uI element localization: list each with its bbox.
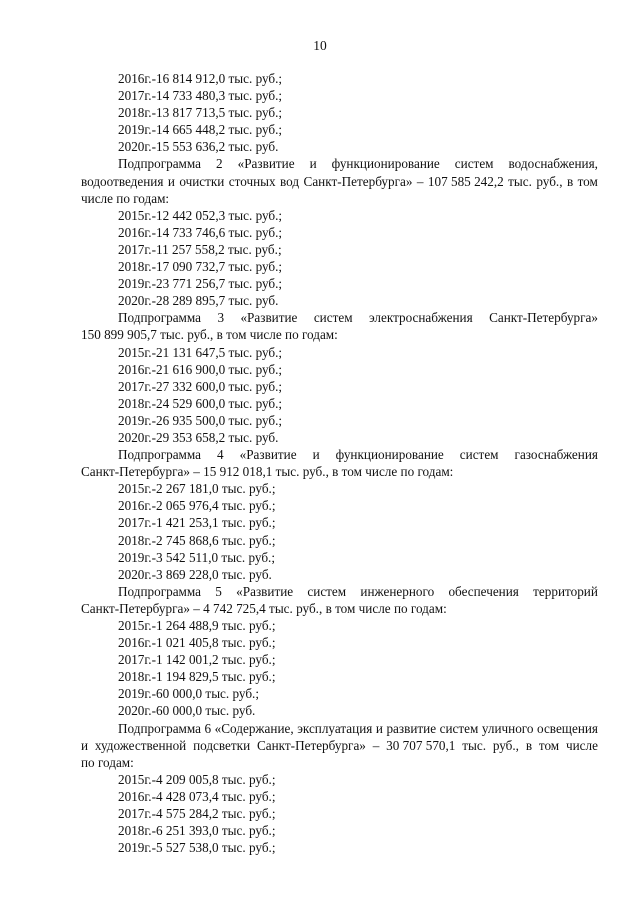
year-line: 2017г.-11 257 558,2 тыс. руб.; — [118, 241, 282, 257]
word: и — [167, 173, 175, 189]
word: территорий — [533, 583, 598, 599]
word: «Развитие — [236, 583, 294, 599]
paragraph-line: Санкт-Петербурга» – 4 742 725,4 тыс. руб., в том числе по годам: — [81, 600, 447, 616]
word: газоснабжения — [514, 447, 598, 463]
word: 3 — [217, 310, 225, 326]
word: систем — [313, 310, 353, 326]
year-line: 2019г.-60 000,0 тыс. руб.; — [118, 686, 260, 702]
word: подсветки — [193, 737, 251, 753]
word: Подпрограмма — [118, 447, 202, 463]
year-line: 2015г.-4 209 005,8 тыс. руб.; — [118, 771, 276, 787]
year-line: 2015г.-1 264 488,9 тыс. руб.; — [118, 618, 276, 633]
paragraph-line: числе по годам: — [81, 190, 170, 206]
word: и — [309, 156, 317, 172]
year-line: 2016г.-1 021 405,8 тыс. руб.; — [118, 635, 276, 651]
word: освещения — [537, 720, 598, 736]
word: руб., — [492, 737, 519, 753]
year-line: 2018г.-13 817 713,5 тыс. руб.; — [118, 105, 283, 121]
paragraph-line — [81, 173, 598, 190]
year-line: 2015г.-2 267 181,0 тыс. руб.; — [118, 481, 276, 497]
word: и — [375, 720, 383, 736]
paragraph-line: по годам: — [81, 754, 134, 770]
word: систем — [454, 156, 494, 172]
word: том — [538, 737, 560, 753]
year-line: 2016г.-2 065 976,4 тыс. руб.; — [118, 498, 276, 514]
subprogram-6 — [81, 720, 598, 857]
word: 6 — [204, 720, 212, 736]
document-body — [81, 70, 598, 856]
subprogram-4 — [81, 446, 598, 583]
year-line: 2018г.-17 090 732,7 тыс. руб.; — [118, 259, 283, 275]
paragraph-line: Санкт-Петербурга» – 15 912 018,1 тыс. руб., в том числе по годам: — [81, 464, 454, 480]
word: «Развитие — [239, 447, 297, 463]
word: – — [416, 173, 424, 189]
word: вод — [280, 173, 300, 189]
word: функционирование — [331, 156, 440, 172]
year-line: 2019г.-5 527 538,0 тыс. руб.; — [118, 840, 276, 856]
word: 5 — [215, 583, 222, 599]
word: художественной — [94, 737, 187, 753]
year-line: 2020г.-15 553 636,2 тыс. руб. — [118, 139, 279, 155]
word: «Развитие — [237, 156, 295, 172]
word: и — [312, 447, 320, 463]
year-line: 2017г.-14 733 480,3 тыс. руб.; — [118, 88, 283, 104]
paragraph-line — [81, 720, 598, 737]
word: – — [372, 737, 380, 753]
word: систем — [439, 720, 479, 736]
word: Санкт-Петербурга» — [489, 310, 598, 326]
paragraph-line — [81, 155, 598, 172]
year-line: 2019г.-14 665 448,2 тыс. руб.; — [118, 122, 283, 138]
subprogram-2 — [81, 155, 598, 309]
year-line: 2017г.-4 575 284,2 тыс. руб.; — [118, 806, 276, 822]
word: эксплуатация — [297, 720, 373, 736]
paragraph-line — [81, 583, 598, 600]
word: в — [566, 173, 574, 189]
word: 4 — [217, 447, 224, 463]
word: систем — [307, 583, 347, 599]
word: руб., — [536, 173, 563, 189]
word: 107 585 242,2 — [427, 173, 504, 189]
subprogram-5 — [81, 583, 598, 720]
word: Санкт-Петербурга» — [256, 737, 366, 753]
year-line: 2020г.-29 353 658,2 тыс. руб. — [118, 429, 279, 445]
word: Подпрограмма — [118, 156, 202, 172]
word: тыс. — [508, 173, 532, 189]
word: тыс. — [462, 737, 486, 753]
word: 30 707 570,1 — [386, 737, 456, 753]
word: уличного — [481, 720, 534, 736]
paragraph-line: 150 899 905,7 тыс. руб., в том числе по годам: — [81, 327, 338, 343]
year-line: 2016г.-21 616 900,0 тыс. руб.; — [118, 361, 283, 377]
year-line: 2015г.-21 131 647,5 тыс. руб.; — [118, 344, 283, 360]
word: и — [81, 737, 89, 753]
word: инженерного — [360, 583, 435, 599]
year-line: 2020г.-60 000,0 тыс. руб. — [118, 703, 256, 719]
paragraph-line — [81, 309, 598, 326]
word: в — [525, 737, 533, 753]
page-number: 10 — [313, 38, 327, 53]
word: «Содержание, — [214, 720, 294, 736]
word: электроснабжения — [368, 310, 473, 326]
year-line: 2018г.-6 251 393,0 тыс. руб.; — [118, 823, 276, 839]
word: числе — [565, 737, 598, 753]
word: 2 — [216, 156, 223, 172]
year-line: 2017г.-1 142 001,2 тыс. руб.; — [118, 652, 276, 668]
word: сточных — [228, 173, 276, 189]
word: водоотведения — [81, 173, 164, 189]
subprogram-1-tail — [81, 70, 598, 155]
word: Подпрограмма — [118, 720, 202, 736]
year-line: 2017г.-1 421 253,1 тыс. руб.; — [118, 515, 276, 531]
year-line: 2019г.-23 771 256,7 тыс. руб.; — [118, 276, 283, 292]
word: Санкт-Петербурга» — [303, 173, 413, 189]
word: очистки — [179, 173, 225, 189]
year-line: 2019г.-26 935 500,0 тыс. руб.; — [118, 412, 283, 428]
word: Подпрограмма — [118, 583, 202, 599]
word: обеспечения — [448, 583, 519, 599]
year-line: 2016г.-4 428 073,4 тыс. руб.; — [118, 788, 276, 804]
year-line: 2020г.-3 869 228,0 тыс. руб. — [118, 566, 272, 582]
paragraph-line — [81, 737, 598, 754]
word: Подпрограмма — [118, 310, 202, 326]
word: том — [577, 173, 598, 189]
word: «Развитие — [240, 310, 298, 326]
year-line: 2018г.-1 194 829,5 тыс. руб.; — [118, 669, 276, 685]
year-line: 2018г.-2 745 868,6 тыс. руб.; — [118, 532, 276, 548]
year-line: 2019г.-3 542 511,0 тыс. руб.; — [118, 549, 276, 565]
year-line: 2018г.-24 529 600,0 тыс. руб.; — [118, 395, 283, 411]
subprogram-3 — [81, 309, 598, 446]
year-line: 2015г.-12 442 052,3 тыс. руб.; — [118, 207, 283, 223]
word: функционирование — [335, 447, 444, 463]
year-line: 2017г.-27 332 600,0 тыс. руб.; — [118, 378, 283, 394]
word: систем — [459, 447, 499, 463]
year-line: 2016г.-14 733 746,6 тыс. руб.; — [118, 224, 283, 240]
year-line: 2016г.-16 814 912,0 тыс. руб.; — [118, 71, 283, 86]
word: развитие — [386, 720, 437, 736]
paragraph-line — [81, 446, 598, 463]
word: водоснабжения, — [508, 156, 598, 172]
year-line: 2020г.-28 289 895,7 тыс. руб. — [118, 293, 279, 309]
